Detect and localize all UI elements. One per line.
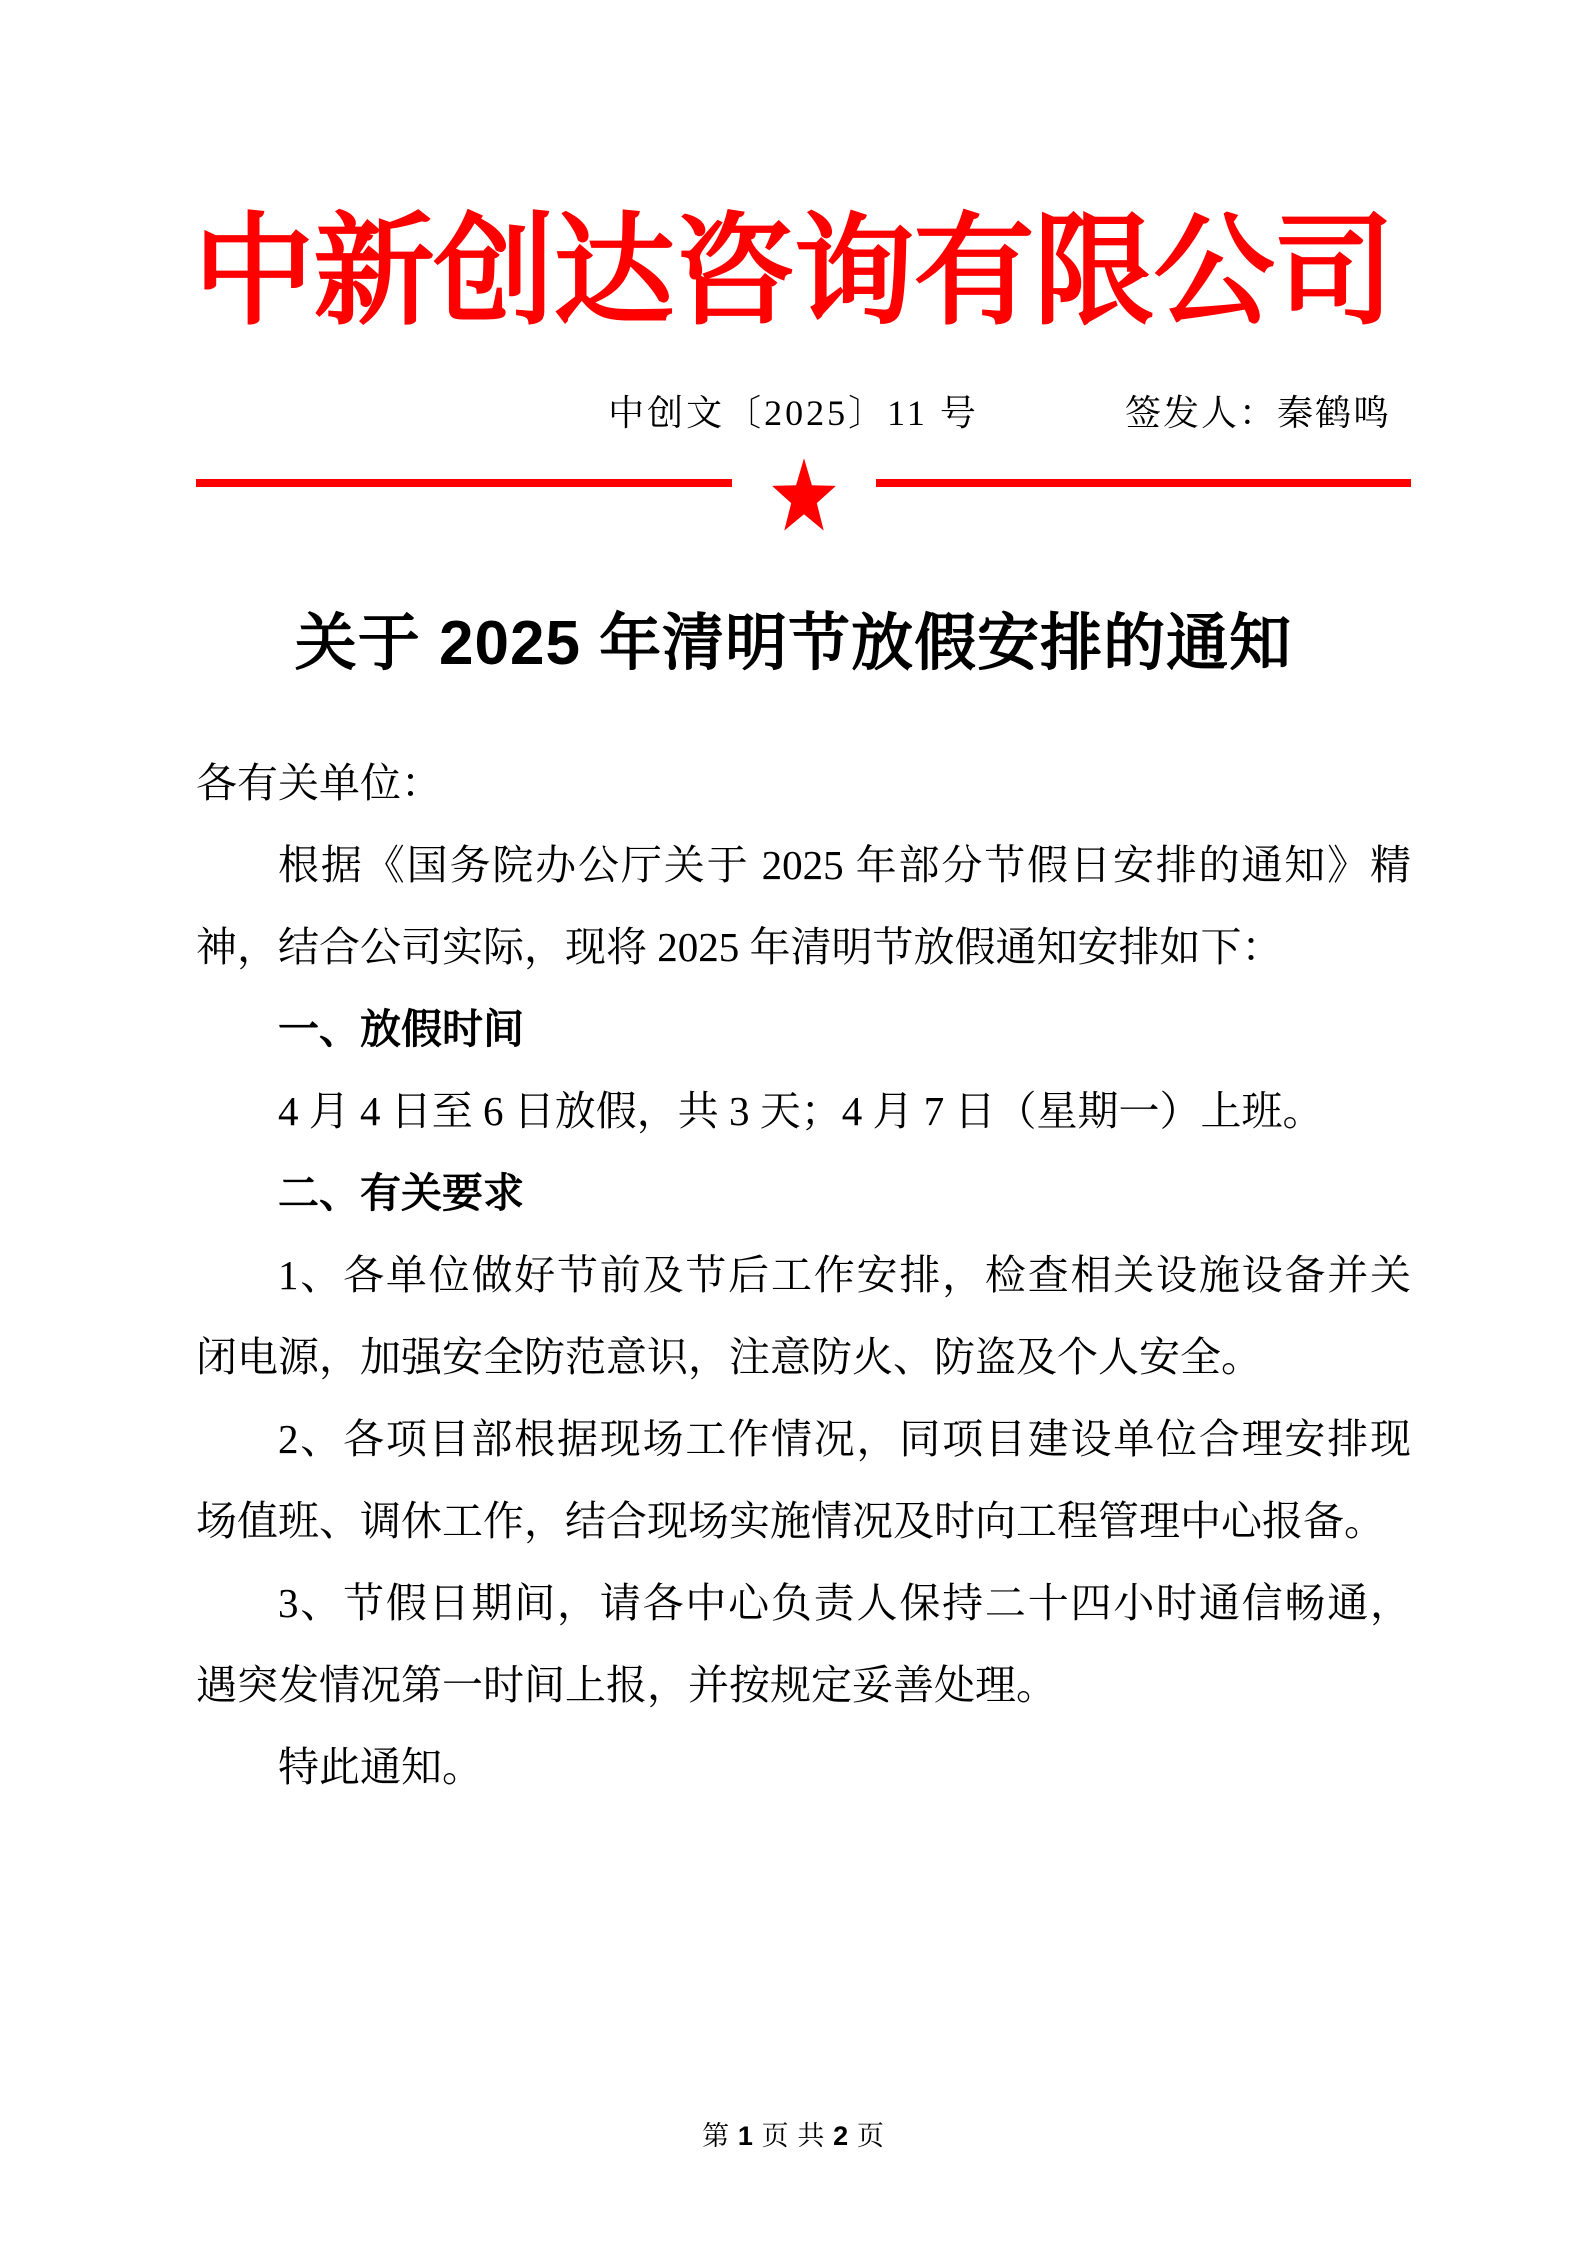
body-line: 闭电源，加强安全防范意识，注意防火、防盗及个人安全。 bbox=[196, 1334, 1262, 1381]
signer: 签发人：秦鹤鸣 bbox=[1124, 393, 1391, 434]
doc-reference-row bbox=[0, 391, 1587, 435]
doc-number: 中创文〔2025〕11 号 bbox=[608, 393, 979, 434]
body-line: 神，结合公司实际，现将 2025 年清明节放假通知安排如下： bbox=[196, 924, 1283, 971]
red-divider-line bbox=[196, 479, 1411, 487]
footer-prefix: 第 bbox=[702, 2121, 738, 2151]
body-line: 2、各项目部根据现场工作情况，同项目建设单位合理安排现 bbox=[278, 1416, 1411, 1463]
section-heading: 一、放假时间 bbox=[278, 1006, 524, 1053]
body-line: 遇突发情况第一时间上报，并按规定妥善处理。 bbox=[196, 1662, 1057, 1709]
body-line: 3、节假日期间，请各中心负责人保持二十四小时通信畅通， bbox=[278, 1580, 1411, 1627]
star-icon bbox=[732, 448, 876, 542]
footer-total-pages: 2 bbox=[833, 2121, 850, 2151]
footer-suffix: 页 bbox=[849, 2121, 885, 2151]
body-line: 4 月 4 日至 6 日放假，共 3 天；4 月 7 日（星期一）上班。 bbox=[278, 1088, 1324, 1135]
footer-mid: 页 共 bbox=[753, 2121, 834, 2151]
body-line: 特此通知。 bbox=[278, 1744, 483, 1791]
body-line: 根据《国务院办公厅关于 2025 年部分节假日安排的通知》精 bbox=[278, 842, 1411, 889]
footer-current-page: 1 bbox=[737, 2121, 754, 2151]
notice-title: 关于 2025 年清明节放假安排的通知 bbox=[294, 609, 1293, 679]
page-number-footer bbox=[0, 2114, 1587, 2153]
section-heading: 二、有关要求 bbox=[278, 1170, 524, 1217]
company-letterhead-title: 中新创达咨询有限公司 bbox=[193, 206, 1394, 340]
body-text bbox=[196, 742, 1411, 1808]
body-line: 场值班、调休工作，结合现场实施情况及时向工程管理中心报备。 bbox=[196, 1498, 1385, 1545]
body-line: 1、各单位做好节前及节后工作安排，检查相关设施设备并关 bbox=[278, 1252, 1411, 1299]
body-line: 各有关单位： bbox=[196, 760, 442, 807]
